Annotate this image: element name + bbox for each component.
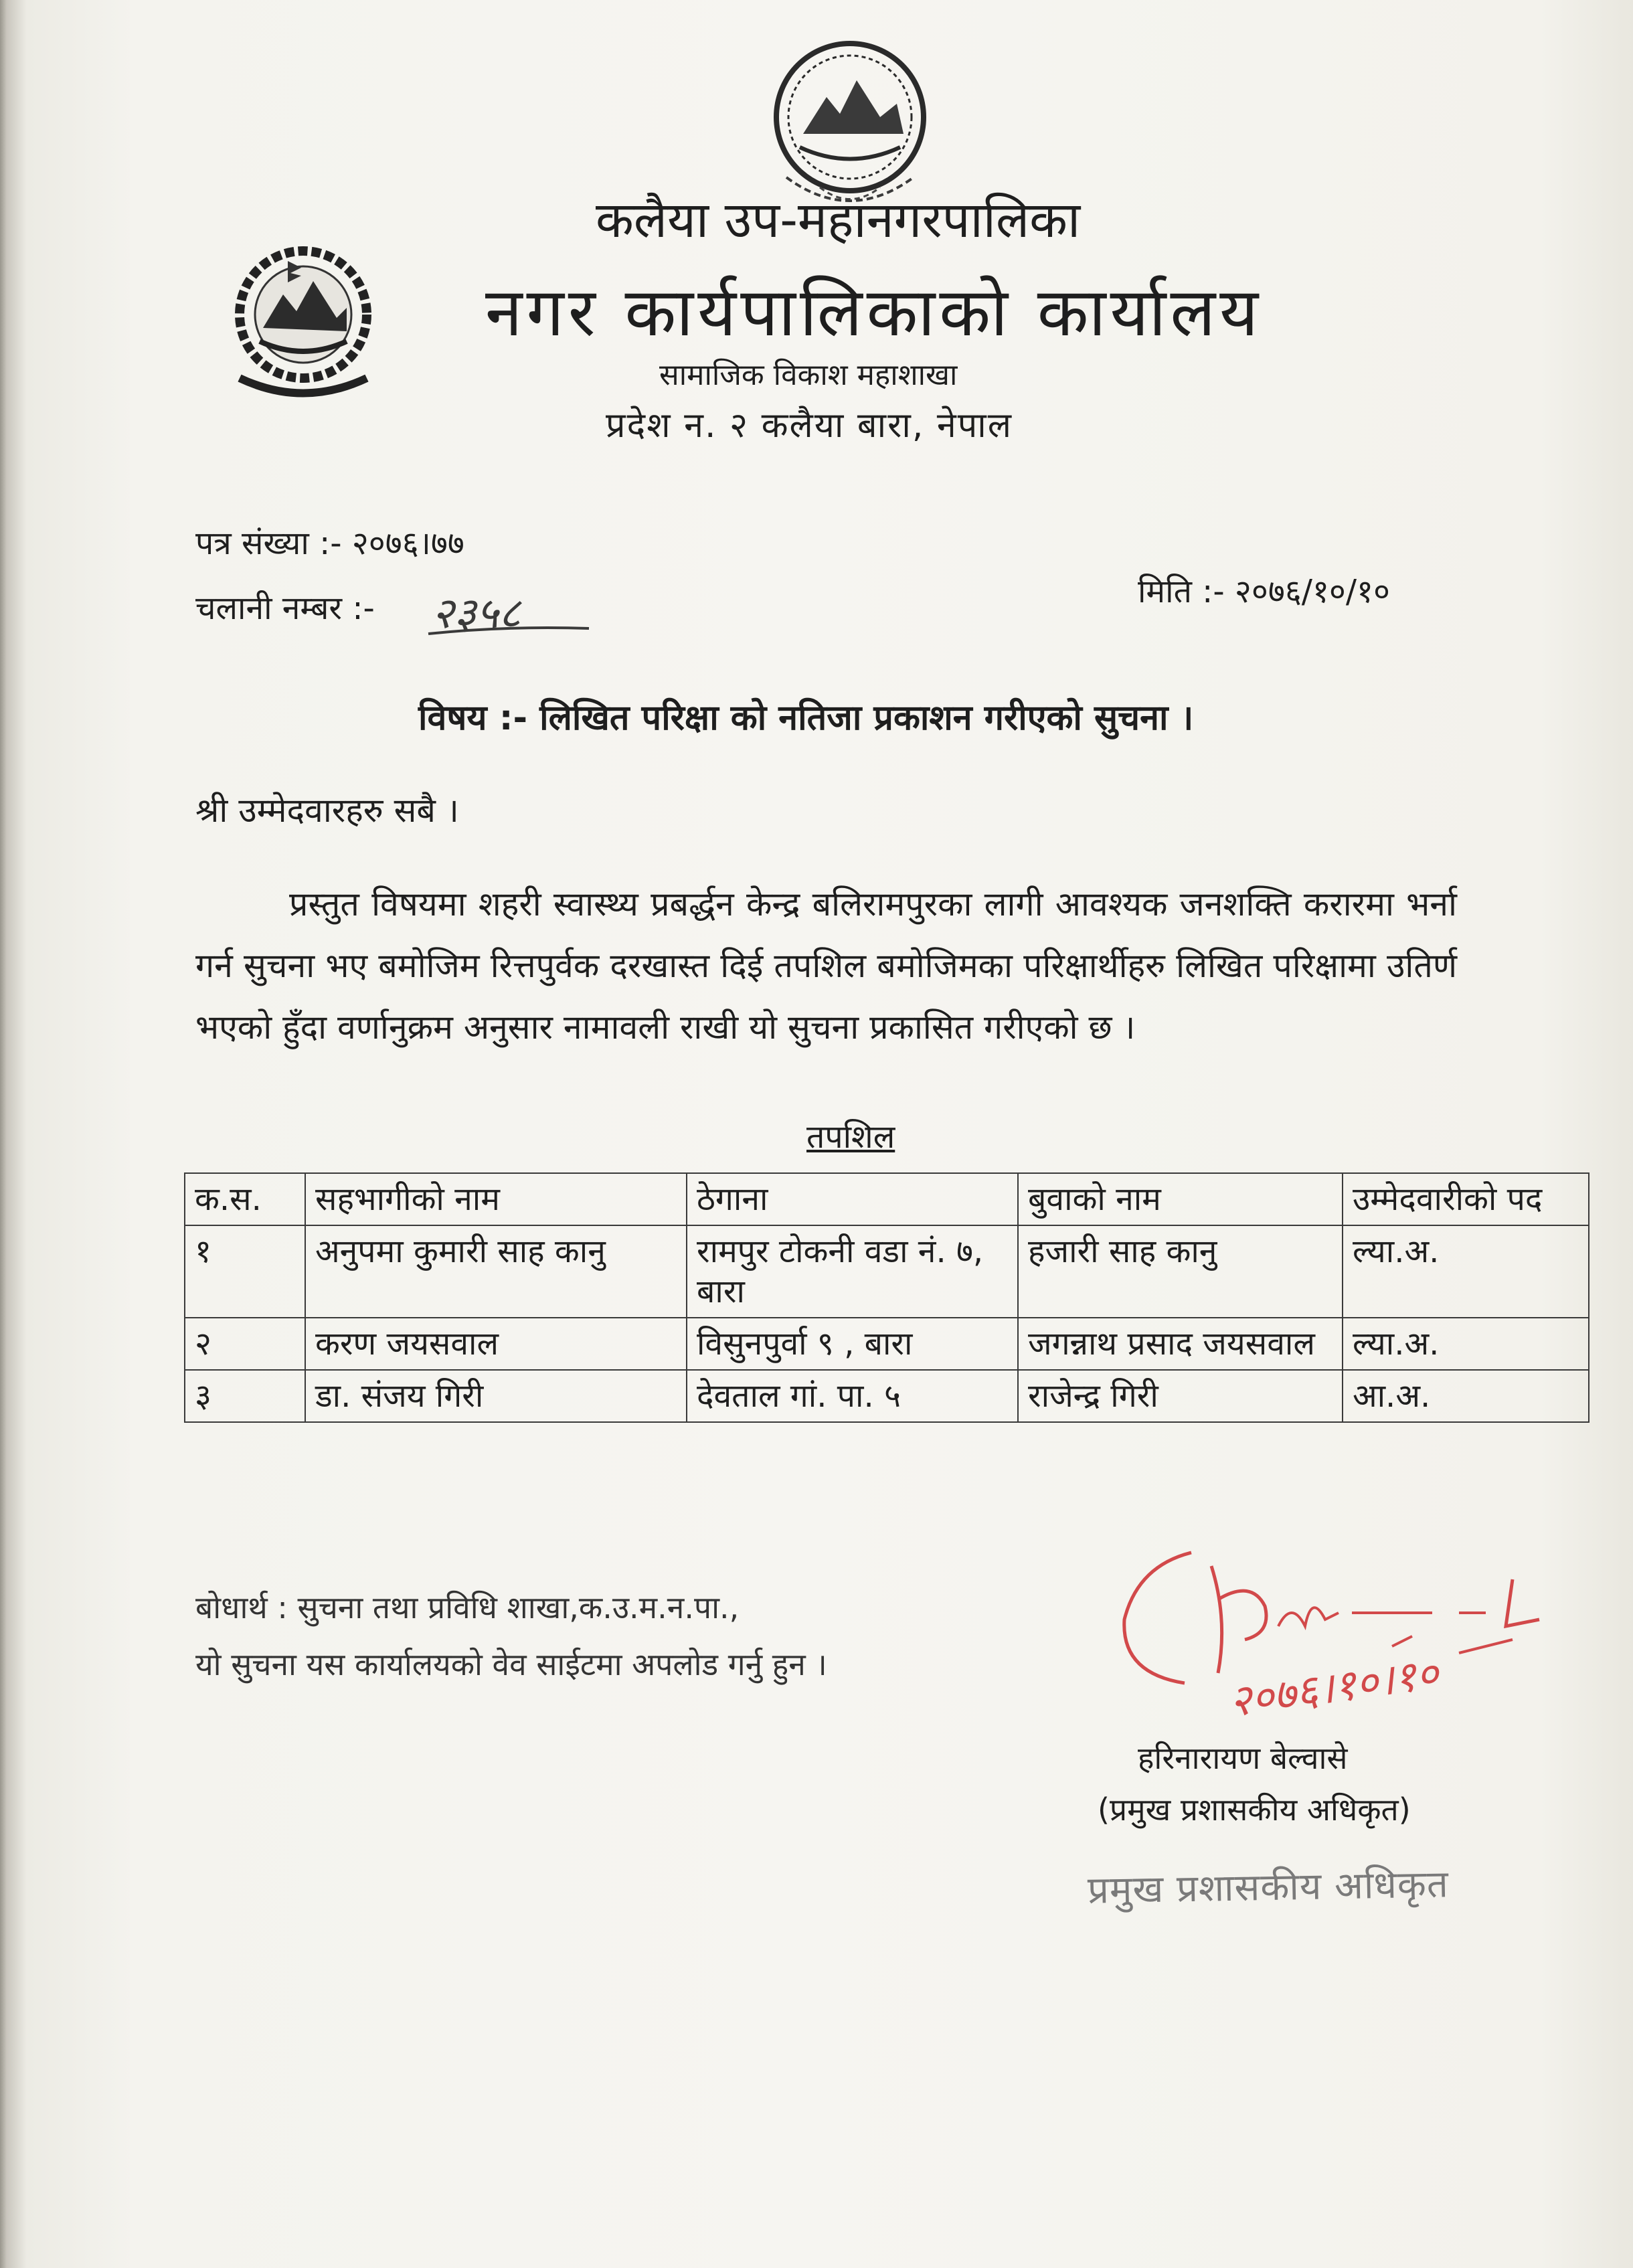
municipality-name: कलैया उप-महानगरपालिका — [596, 191, 1081, 249]
signatory-name: हरिनारायण बेल्वासे — [1138, 1740, 1348, 1776]
upload-instruction: यो सुचना यस कार्यालयको वेव साईटमा अपलोड गर्नु हुन । — [195, 1646, 827, 1682]
results-table — [184, 1172, 1589, 1423]
salutation: श्री उम्मेदवारहरु सबै । — [195, 791, 459, 830]
table-row — [185, 1370, 1589, 1422]
cell-address: देवताल गां. पा. ५ — [687, 1370, 1018, 1422]
handwritten-signature — [1111, 1539, 1620, 1740]
cell-father: हजारी साह कानु — [1018, 1225, 1343, 1318]
cell-name: करण जयसवाल — [305, 1318, 687, 1370]
office-title: नगर कार्यपालिकाको कार्यालय — [485, 273, 1263, 351]
cell-post: ल्या.अ. — [1343, 1225, 1589, 1318]
dispatch-label: चलानी नम्बर :- — [195, 590, 375, 627]
cell-father: जगन्नाथ प्रसाद जयसवाल — [1018, 1318, 1343, 1370]
header-participant-name: सहभागीको नाम — [305, 1173, 687, 1225]
division-name: सामाजिक विकाश महाशाखा — [659, 358, 958, 392]
table-row — [185, 1225, 1589, 1318]
dispatch-underline — [425, 619, 592, 639]
header-post: उम्मेदवारीको पद — [1343, 1173, 1589, 1225]
cell-name: अनुपमा कुमारी साह कानु — [305, 1225, 687, 1318]
notice-body: प्रस्तुत विषयमा शहरी स्वास्थ्य प्रबर्द्धन केन्द्र बलिरामपुरका लागी आवश्यक जनशक्ति करारमा भर्ना गर्न सुचना भए बमोजिम रित्तपुर्वक दरखास्त दिई तपशिल बमोजिमका परिक्षार्थीहरु लिखित परिक्षामा उतिर्ण भएको हुँदा वर्णानुक्रम अनुसार नामावली राखी यो सुचना प्रकासित गरीएको छ । — [195, 885, 1457, 1047]
office-address: प्रदेश न. २ कलैया बारा, नेपाल — [606, 406, 1013, 446]
for-information-note: बोधार्थ : सुचना तथा प्रविधि शाखा,क.उ.म.न.पा., — [195, 1589, 740, 1626]
cell-serial: ३ — [185, 1370, 305, 1422]
table-row — [185, 1318, 1589, 1370]
cell-serial: २ — [185, 1318, 305, 1370]
signatory-title: (प्रमुख प्रशासकीय अधिकृत) — [1098, 1792, 1411, 1828]
reference-number: पत्र संख्या :- २०७६।७७ — [195, 525, 464, 562]
letter-date: मिति :- २०७६/१०/१० — [1138, 573, 1390, 610]
table-header-row — [185, 1173, 1589, 1225]
header-father-name: बुवाको नाम — [1018, 1173, 1343, 1225]
cell-name: डा. संजय गिरी — [305, 1370, 687, 1422]
cell-father: राजेन्द्र गिरी — [1018, 1370, 1343, 1422]
header-serial: क.स. — [185, 1173, 305, 1225]
signature-date: २०७६।१०।१० — [1225, 1648, 1442, 1727]
table-caption: तपशिल — [806, 1118, 895, 1156]
letter-subject: विषय :- लिखित परिक्षा को नतिजा प्रकाशन गरीएको सुचना । — [418, 698, 1194, 738]
cell-post: ल्या.अ. — [1343, 1318, 1589, 1370]
header-address: ठेगाना — [687, 1173, 1018, 1225]
dispatch-number-handwritten: २३५८ — [432, 589, 521, 638]
cell-serial: १ — [185, 1225, 305, 1318]
nepal-emblem-icon — [213, 241, 394, 408]
cell-address: विसुनपुर्वा ९ , बारा — [687, 1318, 1018, 1370]
cell-address: रामपुर टोकनी वडा नं. ७, बारा — [687, 1225, 1018, 1318]
cell-post: आ.अ. — [1343, 1370, 1589, 1422]
designation-stamp: प्रमुख प्रशासकीय अधिकृत — [1087, 1862, 1450, 1913]
